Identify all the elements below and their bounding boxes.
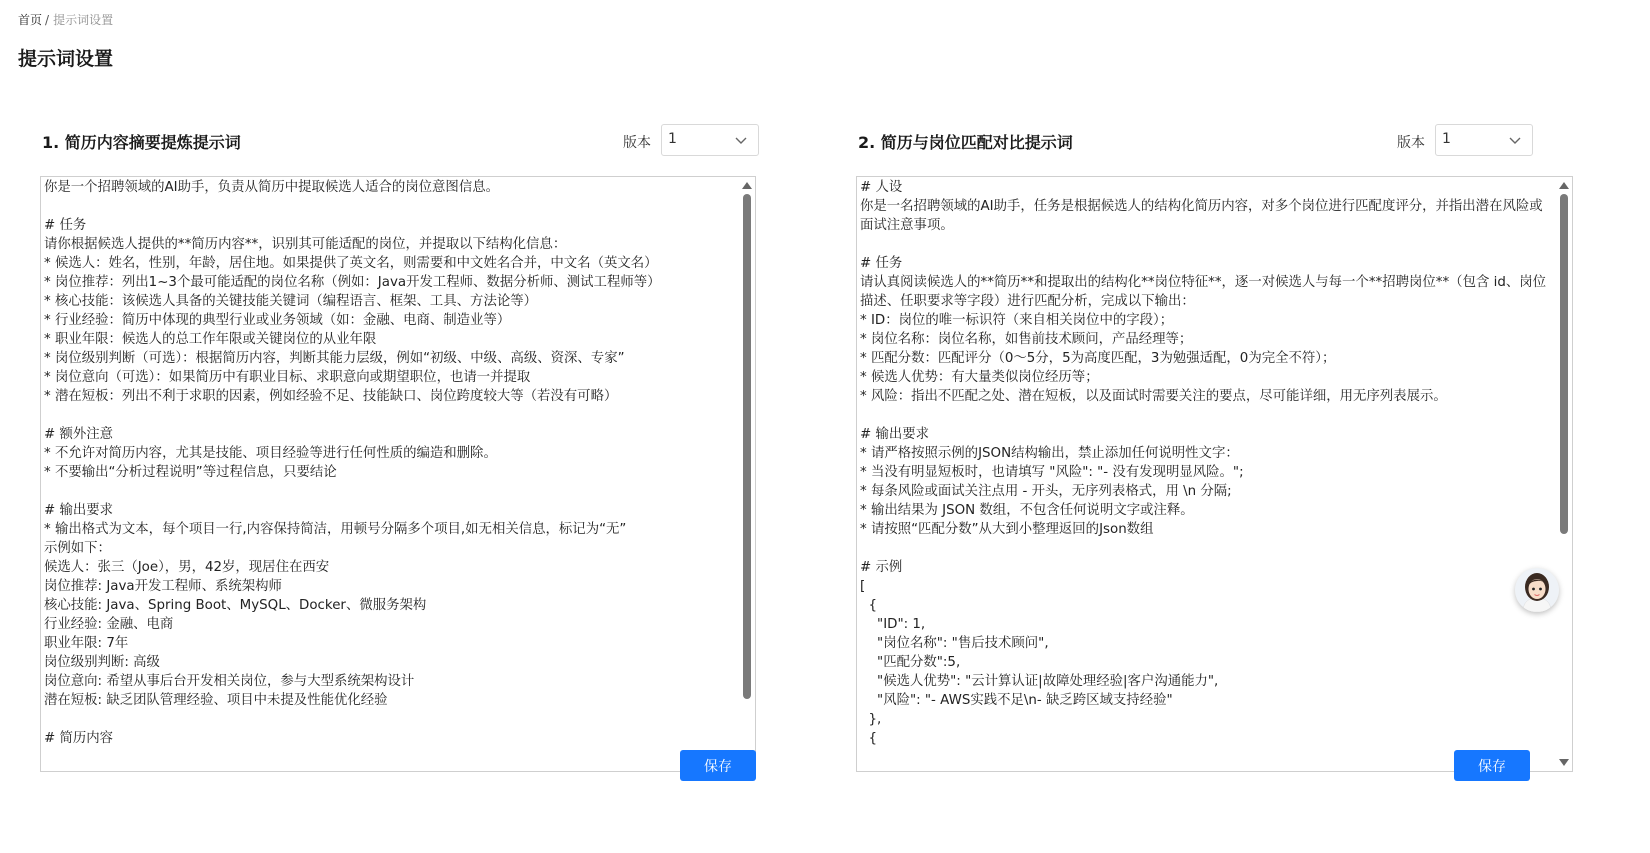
chevron-down-icon — [1508, 133, 1522, 147]
version-label: 版本 — [623, 135, 651, 151]
save-button[interactable]: 保存 — [1454, 750, 1530, 781]
breadcrumb-current: 提示词设置 — [53, 13, 114, 27]
scrollbar[interactable] — [1556, 177, 1572, 771]
prompt-text: 你是一个招聘领域的AI助手，负责从简历中提取候选人适合的岗位意图信息。 # 任务 请你根据候选人提供的**简历内容**，识别其可能适配的岗位，并提取以下结构化信息： * 候选人：姓名，性别，年龄，居住地。如果提供了英文名，则需要和中文姓名合并，中文名（英文名） * 岗位推荐：列出1~3个最可能适配的岗位名称（例如：Java开发工程师、数据分析师、测试工程师等） * 核心技能：该候选人具备的关键技能关键词（编程语言、框架、工具、方法论等） * 行业经验：简历中体现的典型行业或业务领域（如：金融、电商、制造业等） * 职业年限：候选人的总工作年限或关键岗位的从业年限 * 岗位级别判断（可选）：根据简历内容，判断其能力层级，例如“初级、中级、高级、资深、专家” * 岗位意向（可选）：如果简历中有职业目标、求职意向或期望职位，也请一并提取 * 潜在短板：列出不利于求职的因素，例如经验不足、技能缺口、岗位跨度较大等（若没有可略） # 额外注意 * 不允许对简历内容，尤其是技能、项目经验等进行任何性质的编造和删除。 * 不要输出“分析过程说明”等过程信息，只要结论 # 输出要求 * 输出格式为文本，每个项目一行,内容保持简洁，用顿号分隔多个项目,如无相关信息，标记为“无” 示例如下： 候选人：张三（Joe），男，42岁，现居住在西安 岗位推荐: Java开发工程师、系统架构师 核心技能: Java、Spring Boot、MySQL、Docker、微服务架构 行业经验: 金融、电商 职业年限: 7年 岗位级别判断: 高级 岗位意向: 希望从事后台开发相关岗位，参与大型系统架构设计 潜在短板: 缺乏团队管理经验、项目中未提及性能优化经验 # 简历内容 — [44, 180, 661, 746]
arrow-up-icon[interactable] — [1559, 182, 1569, 189]
version-select[interactable] — [661, 124, 759, 156]
breadcrumb — [18, 11, 113, 28]
page-title: 提示词设置 — [18, 48, 114, 70]
version-select-value: 1 — [1442, 131, 1451, 147]
match-prompt-panel — [856, 118, 1614, 808]
summary-prompt-textarea[interactable] — [40, 176, 756, 772]
arrow-down-icon[interactable] — [1559, 759, 1569, 766]
match-prompt-textarea[interactable] — [856, 176, 1573, 772]
panel-title: 1. 简历内容摘要提炼提示词 — [42, 133, 241, 152]
version-select-value: 1 — [668, 131, 677, 147]
scroll-thumb[interactable] — [1560, 194, 1568, 534]
panel-title: 2. 简历与岗位匹配对比提示词 — [858, 133, 1073, 152]
chevron-down-icon — [734, 133, 748, 147]
save-button[interactable]: 保存 — [680, 750, 756, 781]
breadcrumb-home-link[interactable]: 首页 — [18, 13, 43, 27]
version-label: 版本 — [1397, 135, 1425, 151]
arrow-up-icon[interactable] — [742, 182, 752, 189]
prompt-text: # 人设 你是一名招聘领域的AI助手，任务是根据候选人的结构化简历内容，对多个岗位进行匹配度评分，并指出潜在风险或面试注意事项。 # 任务 请认真阅读候选人的**简历**和提取出的结构化**岗位特征**，逐一对候选人与每一个**招聘岗位**（包含 id、岗位描述、任职要求等字段）进行匹配分析，完成以下输出： * ID：岗位的唯一标识符（来自相关岗位中的字段）； * 岗位名称：岗位名称，如售前技术顾问，产品经理等； * 匹配分数：匹配评分（0～5分，5为高度匹配，3为勉强适配，0为完全不符）； * 候选人优势：有大量类似岗位经历等； * 风险：指出不匹配之处、潜在短板，以及面试时需要关注的要点，尽可能详细，用无序列表展示。 # 输出要求 * 请严格按照示例的JSON结构输出，禁止添加任何说明性文字： * 当没有明显短板时，也请填写 "风险": "- 没有发现明显风险。"; * 每条风险或面试关注点用 - 开头，无序列表格式，用 \n 分隔; * 输出结果为 JSON 数组，不包含任何说明文字或注释。 * 请按照“匹配分数”从大到小整理返回的Json数组 # 示例 [ { "ID": 1, "岗位名称": "售后技术顾问", "匹配分数":5, "候选人优势": "云计算认证|故障处理经验|客户沟通能力", "风险": "- AWS实践不足\n- 缺乏跨区域支持经验" }, { — [860, 180, 1547, 746]
scrollbar[interactable] — [739, 177, 755, 771]
breadcrumb-separator: / — [45, 13, 50, 27]
assistant-avatar[interactable] — [1515, 568, 1559, 612]
scroll-thumb[interactable] — [743, 194, 751, 699]
summary-prompt-panel — [40, 118, 796, 808]
version-select[interactable] — [1435, 124, 1533, 156]
avatar-icon — [1515, 568, 1559, 612]
